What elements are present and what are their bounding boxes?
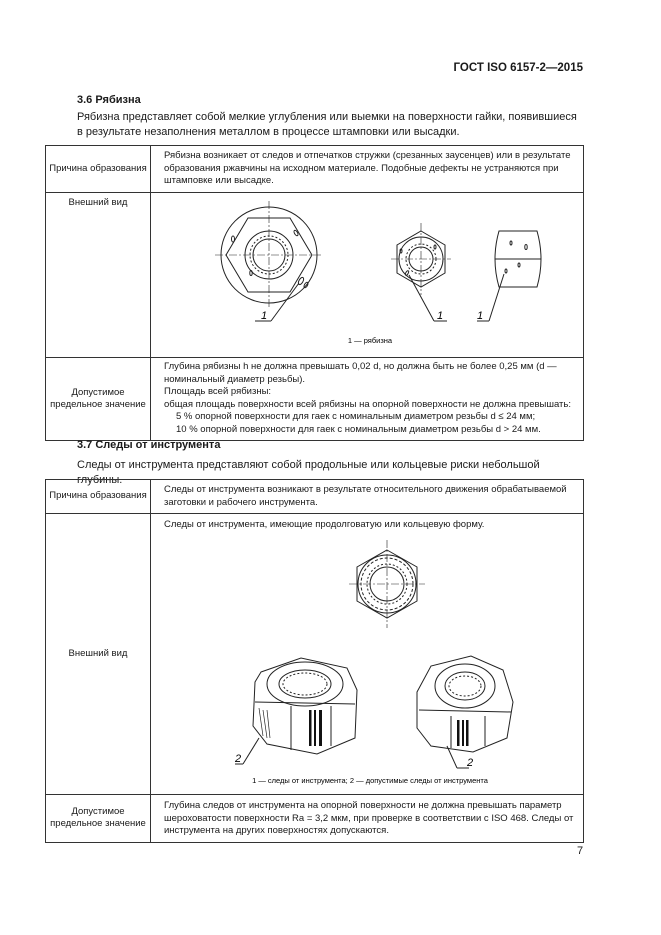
defect-table-pitting [45,145,584,441]
limit-line-depth: Глубина рябизны h не должна превышать 0,02 d, но должна быть не более 0,25 мм (d — номинальный диаметр резьбы). [164,361,557,385]
cause-label: Причина образования [46,480,151,514]
figure-caption: 1 — рябизна [347,335,393,345]
appearance-label: Внешний вид [46,192,151,358]
limit-line-10pct: 10 % опорной поверхности для гаек с номинальным диаметром резьбы d > 24 мм. [176,423,541,435]
limit-line-5pct: 5 % опорной поверхности для гаек с номинальным диаметром резьбы d ≤ 24 мм; [176,411,536,422]
section-3-7-intro: Следы от инструмента представляют собой продольные или кольцевые риски небольшой глубины. [77,459,540,486]
section-3-6-intro: Рябизна представляет собой мелкие углубления или выемки на поверхности гайки, появившиеся в результате незаполнения металлом в процессе штамповки или высадки. [77,111,577,138]
limit-label: Допустимое предельное значение [46,795,151,843]
limit-text-cell [151,358,584,441]
callout-2-right: 2 [467,756,474,769]
section-3-7-title: 3.7 Следы от инструмента [77,439,221,451]
appearance-figure-cell [151,192,584,358]
limit-line-area-total: общая площадь поверхности всей рябизны на опорной поверхности не должна превышать: [164,398,572,410]
callout-2-left: 2 [235,752,242,765]
callout-1-view3: 1 [477,309,484,322]
cause-text: Следы от инструмента возникают в результате относительного движения обрабатываемой заготовки и рабочего инструмента. [151,480,584,514]
callout-1-view1: 1 [261,309,268,322]
limit-line-area-title: Площадь всей рябизны: [164,386,272,397]
pitting-figure [151,193,589,353]
page-number: 7 [577,845,584,857]
appearance-text: Следы от инструмента, имеющие продолговатую или кольцевую форму. [164,519,485,530]
section-3-6-title: 3.6 Рябизна [77,94,141,106]
limit-text: Глубина следов от инструмента на опорной поверхности не должна превышать параметр шероховатости поверхности Ra = 3,2 мкм, при проверке в соответствии с ISO 468. Следы от инструмента на других поверхностях допускаются. [151,795,584,843]
tool-marks-figure [151,532,589,790]
document-standard-header: ГОСТ ISO 6157-2—2015 [453,62,583,74]
callout-1-view2: 1 [437,309,444,322]
limit-label: Допустимое предельное значение [46,358,151,441]
nut-iso-right [417,656,513,752]
cause-text: Рябизна возникает от следов и отпечатков стружки (срезанных заусенцев) или в результате образования ржавчины на исходном материале. Подобные дефекты не устраняются при штамповке или высадке. [151,146,584,193]
appearance-figure-cell [151,514,584,795]
figure-caption: 1 — следы от инструмента; 2 — допустимые следы от инструмента [252,775,488,785]
cause-label: Причина образования [46,146,151,193]
defect-table-tool-marks [45,479,584,843]
appearance-label: Внешний вид [46,514,151,795]
